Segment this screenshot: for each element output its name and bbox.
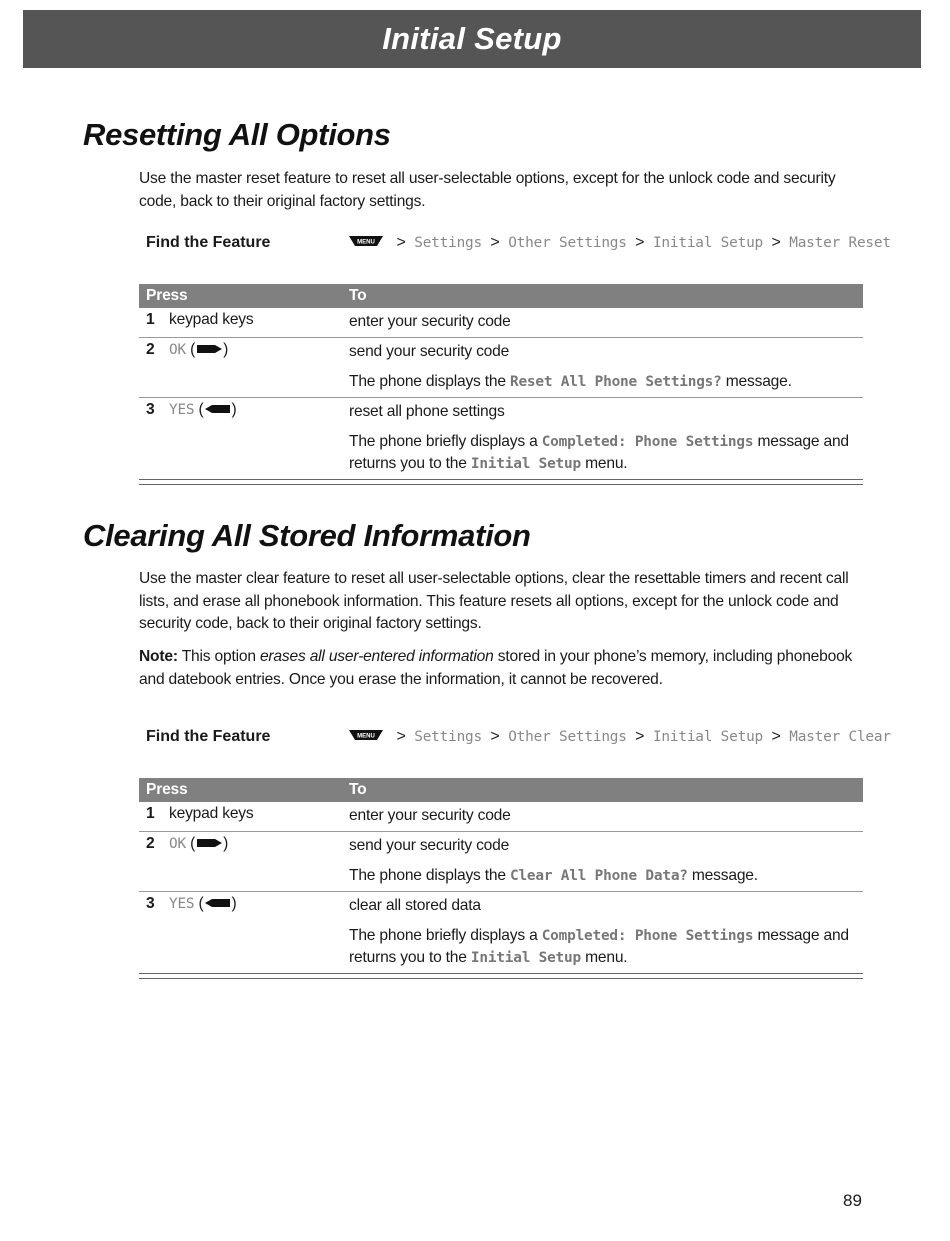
step-number: 3 [146,401,155,418]
menu-name: Initial Setup [470,950,581,966]
press-cell: YES ( ) [169,895,237,912]
header-press: Press [146,287,188,304]
to-cell: enter your security code [349,313,511,330]
section-title-clearing: Clearing All Stored Information [83,518,531,553]
table-row [139,338,863,398]
key-label: OK [169,836,186,852]
find-the-feature [139,726,891,752]
path-separator: > [635,728,645,745]
press-table [139,778,863,979]
to-note: The phone displays the Reset All Phone Settings? message. [349,373,792,390]
press-cell: YES ( ) [169,401,237,418]
step-number: 2 [146,341,155,358]
display-message: Clear All Phone Data? [510,868,688,884]
menu-name: Initial Setup [470,456,581,472]
table-end-rule [139,479,863,485]
to-note: The phone briefly displays a Completed: Phone Settings message and returns you to the Initial Setup menu. [349,433,849,472]
chapter-title: Initial Setup [382,21,562,56]
to-cell: send your security code [349,837,510,854]
to-cell: reset all phone settings [349,403,505,420]
right-soft-key-icon [195,837,223,849]
menu-key-icon [349,235,383,247]
step-number: 2 [146,835,155,852]
to-note: The phone briefly displays a Completed: Phone Settings message and returns you to the Initial Setup menu. [349,927,849,966]
svg-text:MENU: MENU [357,239,375,246]
path-item: Other Settings [508,235,627,251]
table-row [139,802,863,832]
display-message: Completed: Phone Settings [541,434,754,450]
note-label: Note: [139,648,178,665]
path-item: Settings [414,235,482,251]
path-item: Master Reset [789,235,891,251]
path-item: Master Clear [789,729,891,745]
table-row [139,398,863,479]
right-soft-key-icon [195,343,223,355]
page-number: 89 [843,1191,862,1210]
step-number: 1 [146,311,155,328]
to-note: The phone displays the Clear All Phone Data? message. [349,867,758,884]
press-cell: OK ( ) [169,835,229,852]
press-cell: keypad keys [169,311,254,328]
path-separator: > [490,728,500,745]
section-intro: Use the master reset feature to reset all user-selectable options, except for the unlock code and security code, back to their original factory settings. [139,170,836,210]
path-separator: > [771,234,781,251]
to-cell: clear all stored data [349,897,481,914]
section-intro: Use the master clear feature to reset all user-selectable options, clear the resettable timers and recent call lists, and erase all phonebook information. This feature resets all options, except for the unlock code and security code, back to their original factory settings. [139,570,849,632]
press-table [139,284,863,485]
path-separator: > [396,234,406,251]
step-number: 3 [146,895,155,912]
note-paragraph: Note: This option erases all user-entered information stored in your phone’s memory, including phonebook and datebook entries. Once you erase the information, it cannot be recovered. [139,648,853,688]
table-end-rule [139,973,863,979]
header-to: To [349,781,367,798]
menu-path [349,234,891,252]
display-message: Reset All Phone Settings? [510,374,722,390]
left-soft-key-icon [204,897,232,909]
path-item: Settings [414,729,482,745]
path-separator: > [771,728,781,745]
svg-text:MENU: MENU [357,733,375,740]
key-label: OK [169,342,186,358]
path-item: Initial Setup [652,729,763,745]
note-emphasis: erases all user-entered information [259,648,494,665]
to-cell: send your security code [349,343,510,360]
key-label: YES [169,896,195,912]
table-header [139,778,863,802]
to-cell: enter your security code [349,807,511,824]
find-the-feature [139,232,891,258]
table-row [139,308,863,338]
left-soft-key-icon [204,403,232,415]
header-press: Press [146,781,188,798]
chapter-banner [23,10,921,68]
menu-key-icon [349,729,383,741]
table-row [139,832,863,892]
step-number: 1 [146,805,155,822]
find-feature-label: Find the Feature [146,234,271,251]
path-separator: > [396,728,406,745]
press-cell: OK ( ) [169,341,229,358]
section-title-resetting: Resetting All Options [83,117,391,152]
key-label: YES [169,402,195,418]
find-feature-label: Find the Feature [146,728,271,745]
table-row [139,892,863,973]
path-separator: > [490,234,500,251]
path-separator: > [635,234,645,251]
path-item: Initial Setup [652,235,763,251]
table-header [139,284,863,308]
display-message: Completed: Phone Settings [541,928,754,944]
menu-path [349,728,891,746]
path-item: Other Settings [508,729,627,745]
header-to: To [349,287,367,304]
press-cell: keypad keys [169,805,254,822]
